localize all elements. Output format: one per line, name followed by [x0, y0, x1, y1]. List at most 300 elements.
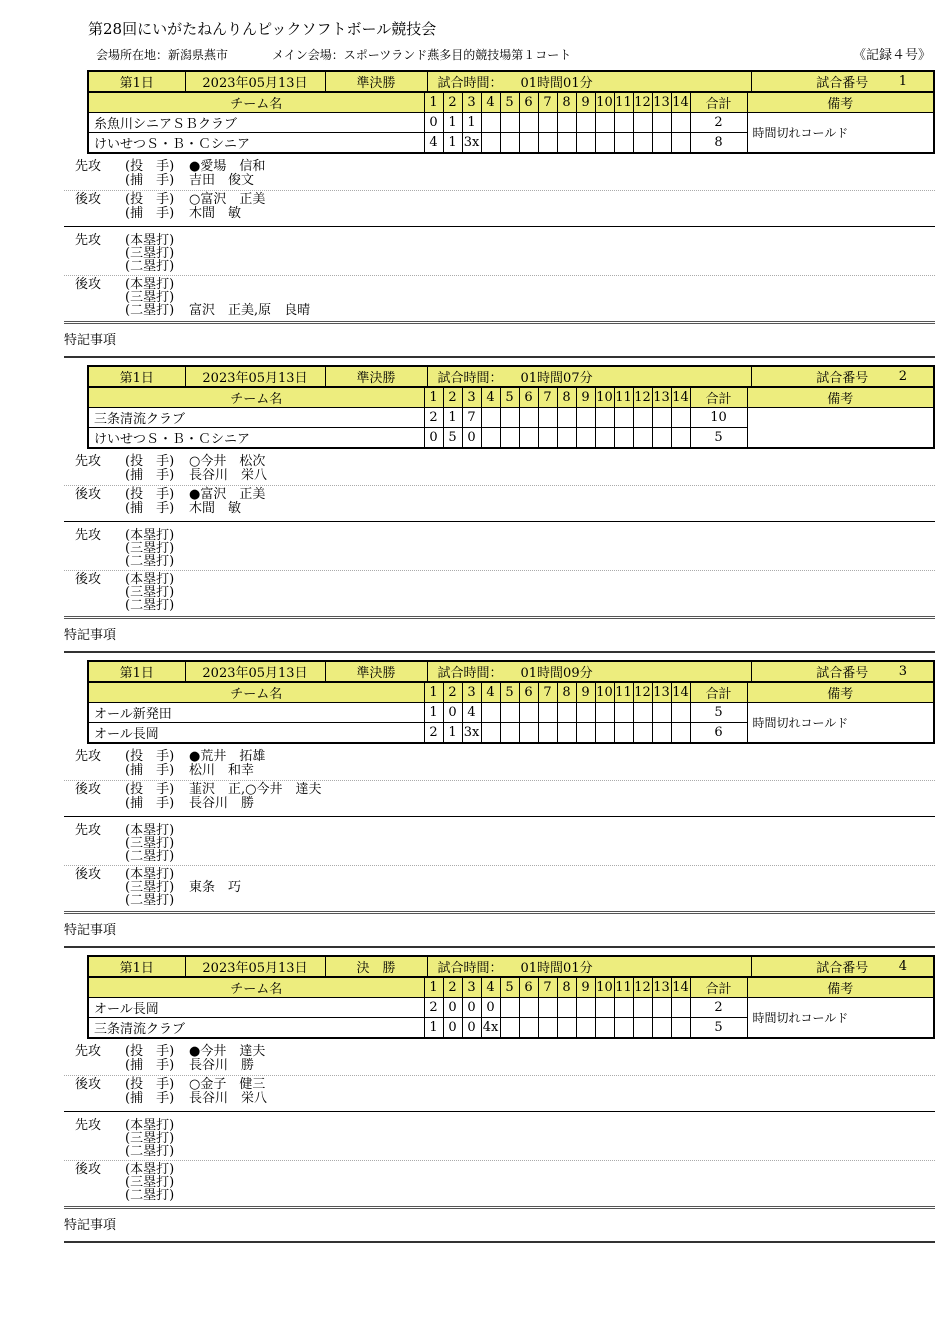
score-cell [576, 703, 595, 723]
score-cell: 1 [443, 133, 462, 154]
catcher-label: (捕 手) [125, 1058, 175, 1073]
pitcher-label: (投 手) [125, 782, 175, 797]
inning-header: 13 [652, 977, 671, 998]
dotted-divider [64, 780, 935, 781]
homerun-label: (本塁打) [125, 1118, 175, 1133]
score-cell [595, 1018, 614, 1039]
inning-header: 3 [462, 387, 481, 408]
score-cell: 1 [462, 113, 481, 133]
homerun-label: (本塁打) [125, 528, 175, 543]
pitcher-name: ○富沢 正美 [189, 192, 266, 207]
inning-header: 10 [595, 682, 614, 703]
venue-location: 会場所在地：新潟県燕市 [96, 48, 229, 62]
score-cell [481, 428, 500, 449]
score-cell [595, 998, 614, 1018]
inning-header: 13 [652, 682, 671, 703]
inning-header: 6 [519, 682, 538, 703]
score-cell [652, 703, 671, 723]
inning-header: 1 [424, 977, 443, 998]
team-name-cell: けいせつＳ・Ｂ・Ｃシニア [88, 428, 424, 449]
first-attack-label: 先攻 [75, 749, 102, 764]
team-name-cell: けいせつＳ・Ｂ・Ｃシニア [88, 133, 424, 154]
score-cell [500, 1018, 519, 1039]
score-cell [614, 428, 633, 449]
inning-header: 9 [576, 387, 595, 408]
score-cell [614, 113, 633, 133]
total-cell: 10 [690, 408, 747, 428]
total-header: 合計 [690, 92, 747, 113]
hits-section [64, 1113, 935, 1206]
score-cell [538, 703, 557, 723]
inning-header: 7 [538, 977, 557, 998]
inning-header: 11 [614, 682, 633, 703]
total-cell: 2 [690, 998, 747, 1018]
pitcher-name: ○金子 健三 [189, 1077, 266, 1092]
triple-label: (三塁打) [125, 541, 175, 556]
score-cell [481, 133, 500, 154]
score-cell: 0 [481, 998, 500, 1018]
match-number-cell [751, 661, 934, 682]
team-name-header: チーム名 [88, 682, 424, 703]
inning-header: 8 [557, 387, 576, 408]
inning-header: 1 [424, 682, 443, 703]
score-cell [557, 1018, 576, 1039]
game-3-tables [87, 660, 933, 744]
remark-header: 備考 [747, 977, 934, 998]
match-number-value: 2 [898, 369, 907, 384]
team-row [88, 408, 934, 428]
double-label: (二塁打) [125, 893, 175, 908]
match-time-value: 01時間01分 [520, 961, 593, 976]
battery-section [64, 744, 935, 815]
double-names: 富沢 正美,原 良晴 [189, 303, 311, 318]
first-attack-label: 先攻 [75, 528, 102, 543]
notes-label: 特記事項 [64, 628, 117, 643]
round-cell: 準決勝 [325, 366, 427, 387]
solid-divider [64, 1111, 935, 1112]
score-cell: 4 [462, 703, 481, 723]
score-cell [671, 1018, 690, 1039]
game-4-scoreboard [87, 976, 935, 1039]
remark-cell: 時間切れコールド [747, 998, 934, 1039]
score-cell [652, 113, 671, 133]
inning-header: 8 [557, 977, 576, 998]
catcher-name: 木間 敏 [189, 206, 242, 221]
pitcher-name: ○今井 松次 [189, 454, 266, 469]
dotted-divider [64, 275, 935, 276]
score-cell [633, 113, 652, 133]
score-cell [576, 133, 595, 154]
score-cell [652, 998, 671, 1018]
catcher-label: (捕 手) [125, 501, 175, 516]
double-label: (二塁打) [125, 303, 175, 318]
first-attack-label: 先攻 [75, 233, 102, 248]
remark-header: 備考 [747, 92, 934, 113]
block-end-line [64, 1241, 935, 1243]
score-cell [633, 1018, 652, 1039]
game-4-header-table [87, 955, 935, 978]
catcher-label: (捕 手) [125, 1091, 175, 1106]
inning-header: 11 [614, 977, 633, 998]
team-row [88, 113, 934, 133]
total-cell: 6 [690, 723, 747, 744]
inning-header: 9 [576, 682, 595, 703]
score-cell [481, 408, 500, 428]
match-number-label: 試合番号 [816, 371, 869, 386]
day-cell: 第1日 [88, 71, 185, 92]
main-venue: メイン会場：スポーツランド燕多目的競技場第１コート [272, 48, 572, 62]
inning-header: 3 [462, 682, 481, 703]
second-attack-label: 後攻 [75, 277, 102, 292]
notes-section [64, 619, 935, 651]
team-row [88, 703, 934, 723]
score-cell: 1 [424, 1018, 443, 1039]
score-cell [595, 703, 614, 723]
inning-header: 5 [500, 682, 519, 703]
day-cell: 第1日 [88, 956, 185, 977]
inning-header: 3 [462, 977, 481, 998]
score-cell [671, 113, 690, 133]
remark-cell: 時間切れコールド [747, 703, 934, 744]
score-cell [671, 133, 690, 154]
inning-header: 12 [633, 682, 652, 703]
score-cell: 0 [443, 1018, 462, 1039]
solid-divider [64, 226, 935, 227]
venue-line [96, 44, 931, 63]
team-name-header: チーム名 [88, 977, 424, 998]
inning-header: 5 [500, 92, 519, 113]
score-cell [500, 723, 519, 744]
score-cell: 2 [424, 408, 443, 428]
dotted-divider [64, 1160, 935, 1161]
hits-section [64, 228, 935, 321]
score-cell: 4 [424, 133, 443, 154]
block-end-line [64, 651, 935, 653]
game-2-scoreboard [87, 386, 935, 449]
team-name-cell: オール長岡 [88, 998, 424, 1018]
catcher-name: 木間 敏 [189, 501, 242, 516]
catcher-name: 長谷川 勝 [189, 796, 255, 811]
inning-header: 14 [671, 682, 690, 703]
pitcher-label: (投 手) [125, 1077, 175, 1092]
triple-label: (三塁打) [125, 290, 175, 305]
match-time-label: 試合時間： [437, 961, 503, 976]
catcher-name: 長谷川 栄八 [189, 1091, 268, 1106]
inning-header: 12 [633, 92, 652, 113]
score-cell [633, 133, 652, 154]
record-number: 《記録４号》 [852, 48, 931, 63]
team-name-cell: オール長岡 [88, 723, 424, 744]
score-cell [576, 1018, 595, 1039]
score-cell [576, 998, 595, 1018]
double-label: (二塁打) [125, 554, 175, 569]
score-cell [633, 998, 652, 1018]
match-time-value: 01時間01分 [520, 76, 593, 91]
score-cell [519, 408, 538, 428]
inning-header: 7 [538, 387, 557, 408]
score-cell [671, 408, 690, 428]
game-2-tables [87, 365, 933, 449]
score-cell: 0 [424, 113, 443, 133]
match-number-cell [751, 956, 934, 977]
inning-header: 6 [519, 387, 538, 408]
team-name-header: チーム名 [88, 387, 424, 408]
score-cell [538, 133, 557, 154]
score-cell [614, 723, 633, 744]
score-cell [538, 428, 557, 449]
score-cell [633, 408, 652, 428]
catcher-name: 長谷川 栄八 [189, 468, 268, 483]
score-cell [557, 998, 576, 1018]
match-time-label: 試合時間： [437, 371, 503, 386]
homerun-label: (本塁打) [125, 233, 175, 248]
second-attack-label: 後攻 [75, 572, 102, 587]
score-cell: 1 [424, 703, 443, 723]
first-attack-label: 先攻 [75, 1118, 102, 1133]
score-cell: 7 [462, 408, 481, 428]
score-cell: 1 [443, 723, 462, 744]
inning-header: 7 [538, 92, 557, 113]
score-cell [519, 428, 538, 449]
score-cell [576, 723, 595, 744]
pitcher-label: (投 手) [125, 487, 175, 502]
score-cell [557, 723, 576, 744]
total-cell: 5 [690, 703, 747, 723]
score-cell [671, 428, 690, 449]
second-attack-label: 後攻 [75, 1162, 102, 1177]
triple-names: 東条 巧 [189, 880, 242, 895]
inning-header: 14 [671, 977, 690, 998]
inning-header: 3 [462, 92, 481, 113]
dotted-divider [64, 1075, 935, 1076]
match-time-cell [427, 366, 751, 387]
battery-section [64, 1039, 935, 1110]
day-cell: 第1日 [88, 366, 185, 387]
match-number-cell [751, 366, 934, 387]
remark-cell: 時間切れコールド [747, 113, 934, 154]
date-cell: 2023年05月13日 [185, 661, 325, 682]
match-number-value: 1 [898, 74, 907, 89]
score-cell: 3x [462, 133, 481, 154]
inning-header: 9 [576, 977, 595, 998]
score-cell: 0 [462, 998, 481, 1018]
score-cell [652, 1018, 671, 1039]
score-cell [595, 133, 614, 154]
remark-cell [747, 408, 934, 449]
inning-header: 2 [443, 92, 462, 113]
score-cell [595, 428, 614, 449]
game-1-scoreboard [87, 91, 935, 154]
score-cell [652, 133, 671, 154]
inning-header: 11 [614, 387, 633, 408]
double-label: (二塁打) [125, 849, 175, 864]
triple-label: (三塁打) [125, 836, 175, 851]
team-row [88, 998, 934, 1018]
catcher-label: (捕 手) [125, 173, 175, 188]
homerun-label: (本塁打) [125, 572, 175, 587]
match-number-cell [751, 71, 934, 92]
score-cell: 0 [462, 1018, 481, 1039]
homerun-label: (本塁打) [125, 867, 175, 882]
inning-header: 6 [519, 977, 538, 998]
game-block-2 [64, 365, 935, 653]
battery-section [64, 154, 935, 225]
pitcher-name: ●今井 達夫 [189, 1044, 266, 1059]
match-number-value: 4 [898, 959, 907, 974]
match-time-cell [427, 71, 751, 92]
score-cell [633, 703, 652, 723]
pitcher-name: 韮沢 正,○今井 達夫 [189, 782, 322, 797]
total-header: 合計 [690, 682, 747, 703]
score-cell [500, 113, 519, 133]
day-cell: 第1日 [88, 661, 185, 682]
dotted-divider [64, 485, 935, 486]
date-cell: 2023年05月13日 [185, 956, 325, 977]
score-cell [538, 113, 557, 133]
catcher-label: (捕 手) [125, 796, 175, 811]
score-cell [595, 723, 614, 744]
team-name-cell: 糸魚川シニアＳＢクラブ [88, 113, 424, 133]
score-cell [671, 703, 690, 723]
inning-header: 9 [576, 92, 595, 113]
notes-section [64, 914, 935, 946]
double-label: (二塁打) [125, 259, 175, 274]
score-cell: 4x [481, 1018, 500, 1039]
pitcher-label: (投 手) [125, 454, 175, 469]
triple-label: (三塁打) [125, 880, 175, 895]
inning-header: 7 [538, 682, 557, 703]
score-cell [481, 113, 500, 133]
total-cell: 5 [690, 1018, 747, 1039]
notes-label: 特記事項 [64, 1218, 117, 1233]
round-cell: 決 勝 [325, 956, 427, 977]
score-cell [481, 723, 500, 744]
score-cell [652, 408, 671, 428]
double-label: (二塁打) [125, 1144, 175, 1159]
score-cell [557, 408, 576, 428]
score-cell [538, 408, 557, 428]
inning-header: 6 [519, 92, 538, 113]
score-cell: 2 [424, 998, 443, 1018]
match-time-cell [427, 956, 751, 977]
hits-section [64, 523, 935, 616]
score-cell [519, 703, 538, 723]
game-1-header-table [87, 70, 935, 93]
game-1-tables [87, 70, 933, 154]
inning-header: 12 [633, 977, 652, 998]
score-cell [500, 703, 519, 723]
score-cell: 3x [462, 723, 481, 744]
notes-section [64, 324, 935, 356]
total-header: 合計 [690, 977, 747, 998]
score-cell [614, 133, 633, 154]
first-attack-label: 先攻 [75, 823, 102, 838]
score-cell [595, 113, 614, 133]
score-cell [519, 723, 538, 744]
game-3-header-table [87, 660, 935, 683]
inning-header: 4 [481, 682, 500, 703]
inning-header: 2 [443, 682, 462, 703]
solid-divider [64, 816, 935, 817]
score-cell: 0 [443, 998, 462, 1018]
score-cell [595, 408, 614, 428]
notes-label: 特記事項 [64, 923, 117, 938]
round-cell: 準決勝 [325, 71, 427, 92]
total-cell: 2 [690, 113, 747, 133]
score-cell [614, 703, 633, 723]
dotted-divider [64, 865, 935, 866]
team-name-cell: 三条清流クラブ [88, 408, 424, 428]
score-cell [557, 428, 576, 449]
score-cell [671, 723, 690, 744]
triple-label: (三塁打) [125, 1131, 175, 1146]
score-cell [538, 723, 557, 744]
first-attack-label: 先攻 [75, 1044, 102, 1059]
total-header: 合計 [690, 387, 747, 408]
score-cell [633, 723, 652, 744]
total-cell: 5 [690, 428, 747, 449]
inning-header: 14 [671, 92, 690, 113]
date-cell: 2023年05月13日 [185, 366, 325, 387]
hits-section [64, 818, 935, 911]
battery-section [64, 449, 935, 520]
score-cell [576, 428, 595, 449]
score-cell: 1 [443, 408, 462, 428]
match-time-cell [427, 661, 751, 682]
game-block-4 [64, 955, 935, 1243]
game-block-1 [64, 70, 935, 358]
dotted-divider [64, 190, 935, 191]
double-label: (二塁打) [125, 1188, 175, 1203]
homerun-label: (本塁打) [125, 1162, 175, 1177]
game-2-header-table [87, 365, 935, 388]
catcher-name: 松川 和幸 [189, 763, 255, 778]
pitcher-label: (投 手) [125, 192, 175, 207]
homerun-label: (本塁打) [125, 277, 175, 292]
inning-header: 13 [652, 92, 671, 113]
triple-label: (三塁打) [125, 585, 175, 600]
score-cell [500, 133, 519, 154]
double-label: (二塁打) [125, 598, 175, 613]
first-attack-label: 先攻 [75, 159, 102, 174]
total-cell: 8 [690, 133, 747, 154]
notes-label: 特記事項 [64, 333, 117, 348]
inning-header: 2 [443, 387, 462, 408]
pitcher-name: ●愛場 信和 [189, 159, 266, 174]
score-cell: 2 [424, 723, 443, 744]
score-cell: 0 [443, 703, 462, 723]
pitcher-label: (投 手) [125, 749, 175, 764]
team-name-cell: オール新発田 [88, 703, 424, 723]
score-cell [614, 998, 633, 1018]
match-time-label: 試合時間： [437, 666, 503, 681]
inning-header: 4 [481, 977, 500, 998]
score-cell [481, 703, 500, 723]
score-cell: 1 [443, 113, 462, 133]
game-4-tables [87, 955, 933, 1039]
block-end-line [64, 946, 935, 948]
remark-header: 備考 [747, 387, 934, 408]
homerun-label: (本塁打) [125, 823, 175, 838]
remark-header: 備考 [747, 682, 934, 703]
inning-header: 2 [443, 977, 462, 998]
match-number-value: 3 [898, 664, 907, 679]
match-number-label: 試合番号 [816, 961, 869, 976]
score-cell [614, 408, 633, 428]
catcher-name: 長谷川 勝 [189, 1058, 255, 1073]
page-title: 第28回にいがたねんりんピックソフトボール競技会 [88, 20, 437, 38]
score-cell [500, 428, 519, 449]
